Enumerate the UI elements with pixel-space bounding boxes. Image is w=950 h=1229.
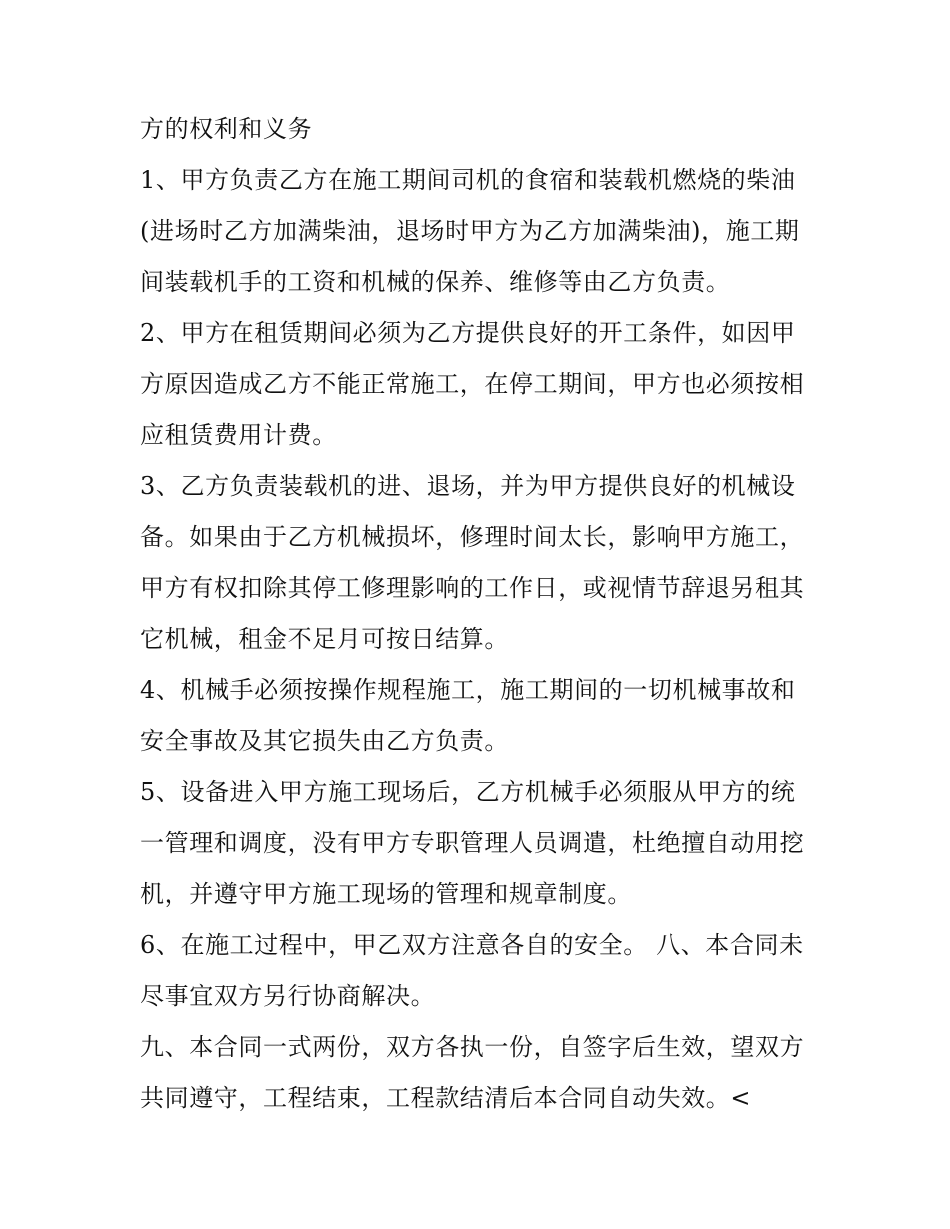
paragraph-clause-5: 5、设备进入甲方施工现场后，乙方机械手必须服从甲方的统一管理和调度，没有甲方专职管理人员调遣，杜绝擅自动用挖机，并遵守甲方施工现场的管理和规章制度。	[140, 778, 805, 908]
paragraph-clause-4: 4、机械手必须按操作规程施工，施工期间的一切机械事故和安全事故及其它损失由乙方负责。	[140, 676, 796, 755]
paragraph-section-heading: 方的权利和义务	[140, 115, 313, 143]
paragraph-clause-3: 3、乙方负责装载机的进、退场，并为甲方提供良好的机械设备。如果由于乙方机械损坏，修理时间太长，影响甲方施工，甲方有权扣除其停工修理影响的工作日，或视情节辞退另租其它机械，租金不足月可按日结算。	[140, 472, 805, 653]
paragraph-clause-2: 2、甲方在租赁期间必须为乙方提供良好的开工条件，如因甲方原因造成乙方不能正常施工，在停工期间，甲方也必须按相应租赁费用计费。	[140, 319, 805, 449]
paragraph-clause-6-and-article-8: 6、在施工过程中，甲乙双方注意各自的安全。 八、本合同未尽事宜双方另行协商解决。	[140, 931, 804, 1010]
document-body	[140, 104, 820, 1124]
paragraph-clause-1: 1、甲方负责乙方在施工期间司机的食宿和装载机燃烧的柴油(进场时乙方加满柴油，退场时甲方为乙方加满柴油)，施工期间装载机手的工资和机械的保养、维修等由乙方负责。	[140, 166, 800, 296]
paragraph-article-9: 九、本合同一式两份，双方各执一份，自签字后生效，望双方共同遵守，工程结束，工程款结清后本合同自动失效。<	[140, 1033, 805, 1112]
